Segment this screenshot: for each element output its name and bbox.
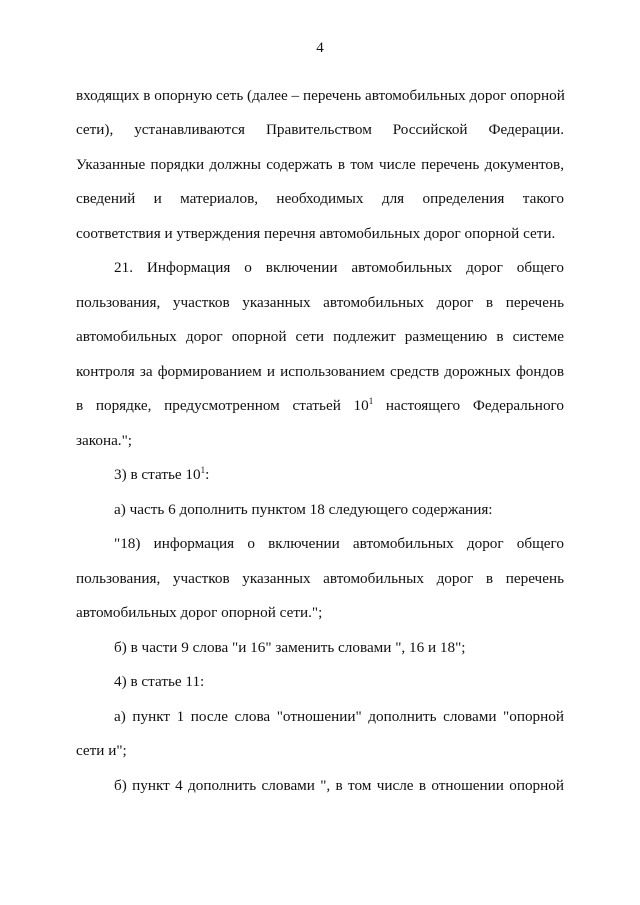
text-line: пользования, участков указанных автомобильных дорог в перечень — [76, 570, 564, 587]
text-line: б) в части 9 слова "и 16" заменить словами ", 16 и 18"; — [114, 639, 466, 656]
text-line: автомобильных дорог опорной сети подлежит размещению в системе — [76, 328, 564, 345]
page-number: 4 — [316, 40, 324, 56]
text-line: 4) в статье 11: — [114, 673, 205, 690]
text-line: б) пункт 4 дополнить словами ", в том числе в отношении опорной — [114, 777, 564, 794]
text-line: а) часть 6 дополнить пунктом 18 следующего содержания: — [114, 501, 493, 518]
text-line: соответствия и утверждения перечня автомобильных дорог опорной сети. — [76, 225, 556, 242]
text-line: пользования, участков указанных автомобильных дорог в перечень — [76, 294, 564, 311]
text-line: входящих в опорную сеть (далее – перечень автомобильных дорог опорной — [76, 87, 565, 104]
text-line: сети), устанавливаются Правительством Российской Федерации. — [76, 121, 564, 138]
text-fragment: : — [205, 466, 210, 483]
text-line: автомобильных дорог опорной сети."; — [76, 604, 323, 621]
text-line — [76, 396, 564, 416]
text-line: контроля за формированием и использованием средств дорожных фондов — [76, 363, 564, 380]
text-line: 21. Информация о включении автомобильных дорог общего — [114, 259, 564, 276]
text-line: а) пункт 1 после слова "отношении" дополнить словами "опорной — [114, 708, 564, 725]
text-fragment: настоящего Федерального — [373, 397, 564, 414]
text-line: сведений и материалов, необходимых для определения такого — [76, 190, 564, 207]
superscript: 1 — [368, 396, 374, 406]
superscript: 1 — [200, 465, 206, 475]
text-fragment: 3) в статье 10 — [114, 466, 201, 483]
text-line: закона."; — [76, 432, 133, 449]
text-line: Указанные порядки должны содержать в том числе перечень документов, — [76, 156, 564, 173]
text-fragment: в порядке, предусмотренном статьей 10 — [76, 397, 369, 414]
text-line: "18) информация о включении автомобильных дорог общего — [114, 535, 564, 552]
text-line: сети и"; — [76, 742, 127, 759]
text-line — [114, 465, 564, 485]
